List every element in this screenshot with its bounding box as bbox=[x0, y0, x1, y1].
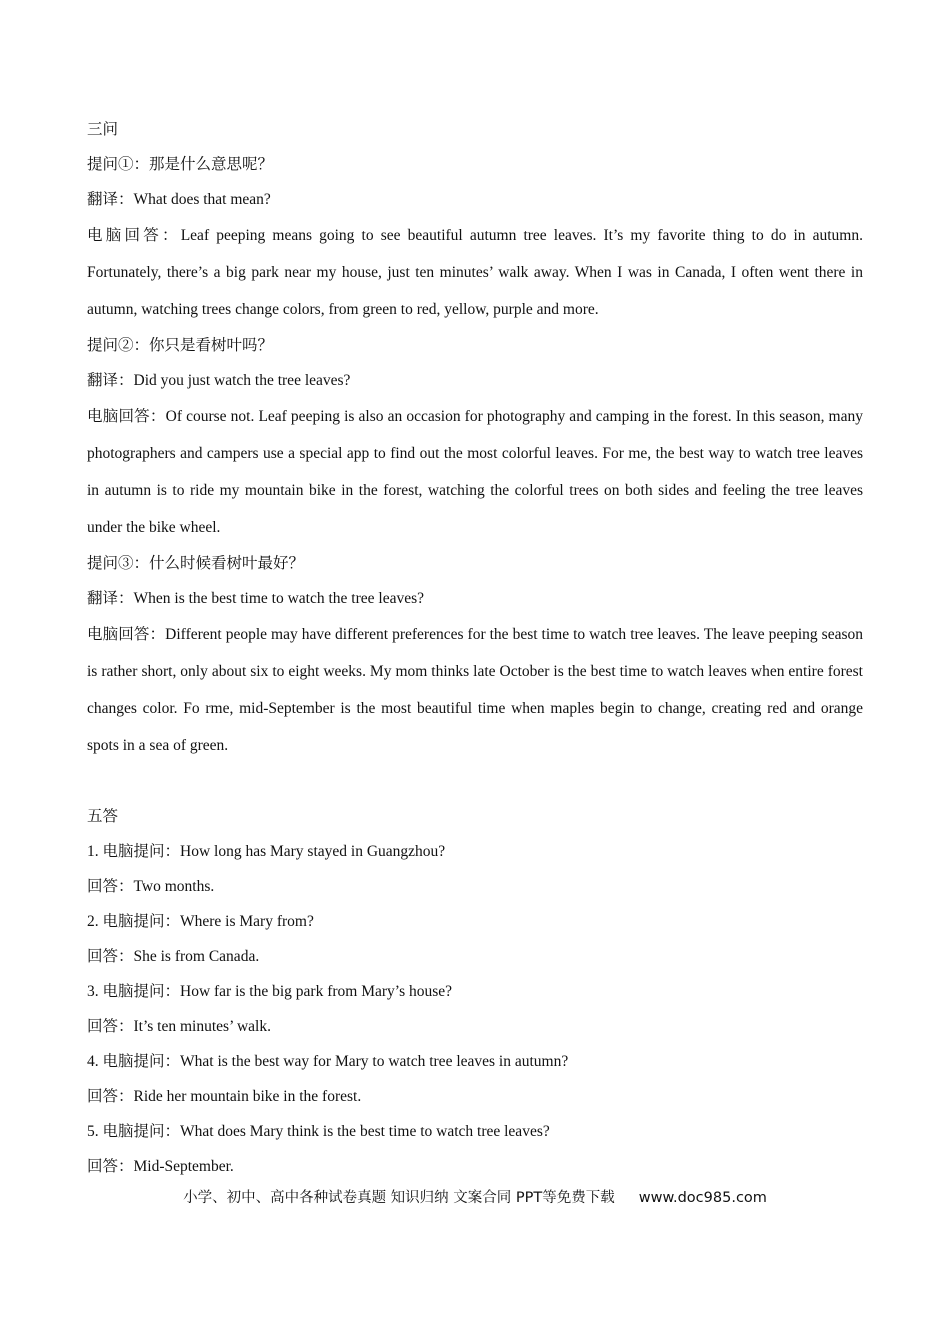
qa-answer-1: 回答：Two months. bbox=[87, 878, 215, 895]
translation-2: 翻译：Did you just watch the tree leaves? bbox=[87, 372, 351, 389]
qa-answer-4: 回答：Ride her mountain bike in the forest. bbox=[87, 1088, 362, 1105]
footer-url: www.doc985.com bbox=[638, 1190, 767, 1206]
qa-question-5: 5. 电脑提问：What does Mary think is the best time to watch tree leaves? bbox=[87, 1123, 550, 1140]
answer-2: 电脑回答：Of course not. Leaf peeping is also an occasion for photography and camping in the forest. In this season, many photographers and campers use a special app to find out the most colorful leaves. For me, the best way to watch tree leaves in autumn is to ride my mountain bike in the forest, watching the colorful trees on both sides and feeling the tree leaves under the bike wheel. bbox=[87, 408, 863, 536]
section-spacer bbox=[87, 764, 863, 799]
translation-1: 翻译：What does that mean? bbox=[87, 191, 271, 208]
page-footer bbox=[0, 1186, 950, 1207]
qa-question-1: 1. 电脑提问：How long has Mary stayed in Guangzhou? bbox=[87, 843, 446, 860]
answer-1: 电脑回答：Leaf peeping means going to see beautiful autumn tree leaves. It’s my favorite thing to do in autumn. Fortunately, there’s a big park near my house, just ten minutes’ walk away. When I was in Canada, I often went there in autumn, watching trees change colors, from green to red, yellow, purple and more. bbox=[87, 227, 863, 318]
section-heading-three-questions: 三问 bbox=[87, 121, 119, 138]
qa-question-3: 3. 电脑提问：How far is the big park from Mary’s house? bbox=[87, 983, 453, 1000]
answer-3: 电脑回答：Different people may have different preferences for the best time to watch tree leaves. The leave peeping season is rather short, only about six to eight weeks. My mom thinks late October is the best time to watch leaves when entire forest changes color. Fo rme, mid-September is the most beautiful time when maples begin to change, creating red and orange spots in a sea of green. bbox=[87, 626, 863, 754]
translation-3: 翻译：When is the best time to watch the tree leaves? bbox=[87, 590, 425, 607]
question-1: 提问①：那是什么意思呢？ bbox=[87, 156, 274, 173]
qa-question-2: 2. 电脑提问：Where is Mary from? bbox=[87, 913, 314, 930]
qa-answer-5: 回答：Mid-September. bbox=[87, 1158, 234, 1175]
qa-question-4: 4. 电脑提问：What is the best way for Mary to watch tree leaves in autumn? bbox=[87, 1053, 569, 1070]
section-heading-five-answers: 五答 bbox=[87, 808, 119, 825]
question-2: 提问②：你只是看树叶吗？ bbox=[87, 337, 274, 354]
qa-answer-3: 回答：It’s ten minutes’ walk. bbox=[87, 1018, 271, 1035]
qa-answer-2: 回答：She is from Canada. bbox=[87, 948, 260, 965]
question-3: 提问③：什么时候看树叶最好？ bbox=[87, 555, 305, 572]
document-body bbox=[87, 112, 863, 1184]
footer-text: 小学、初中、高中各种试卷真题 知识归纳 文案合同 PPT等免费下载 bbox=[183, 1190, 615, 1206]
